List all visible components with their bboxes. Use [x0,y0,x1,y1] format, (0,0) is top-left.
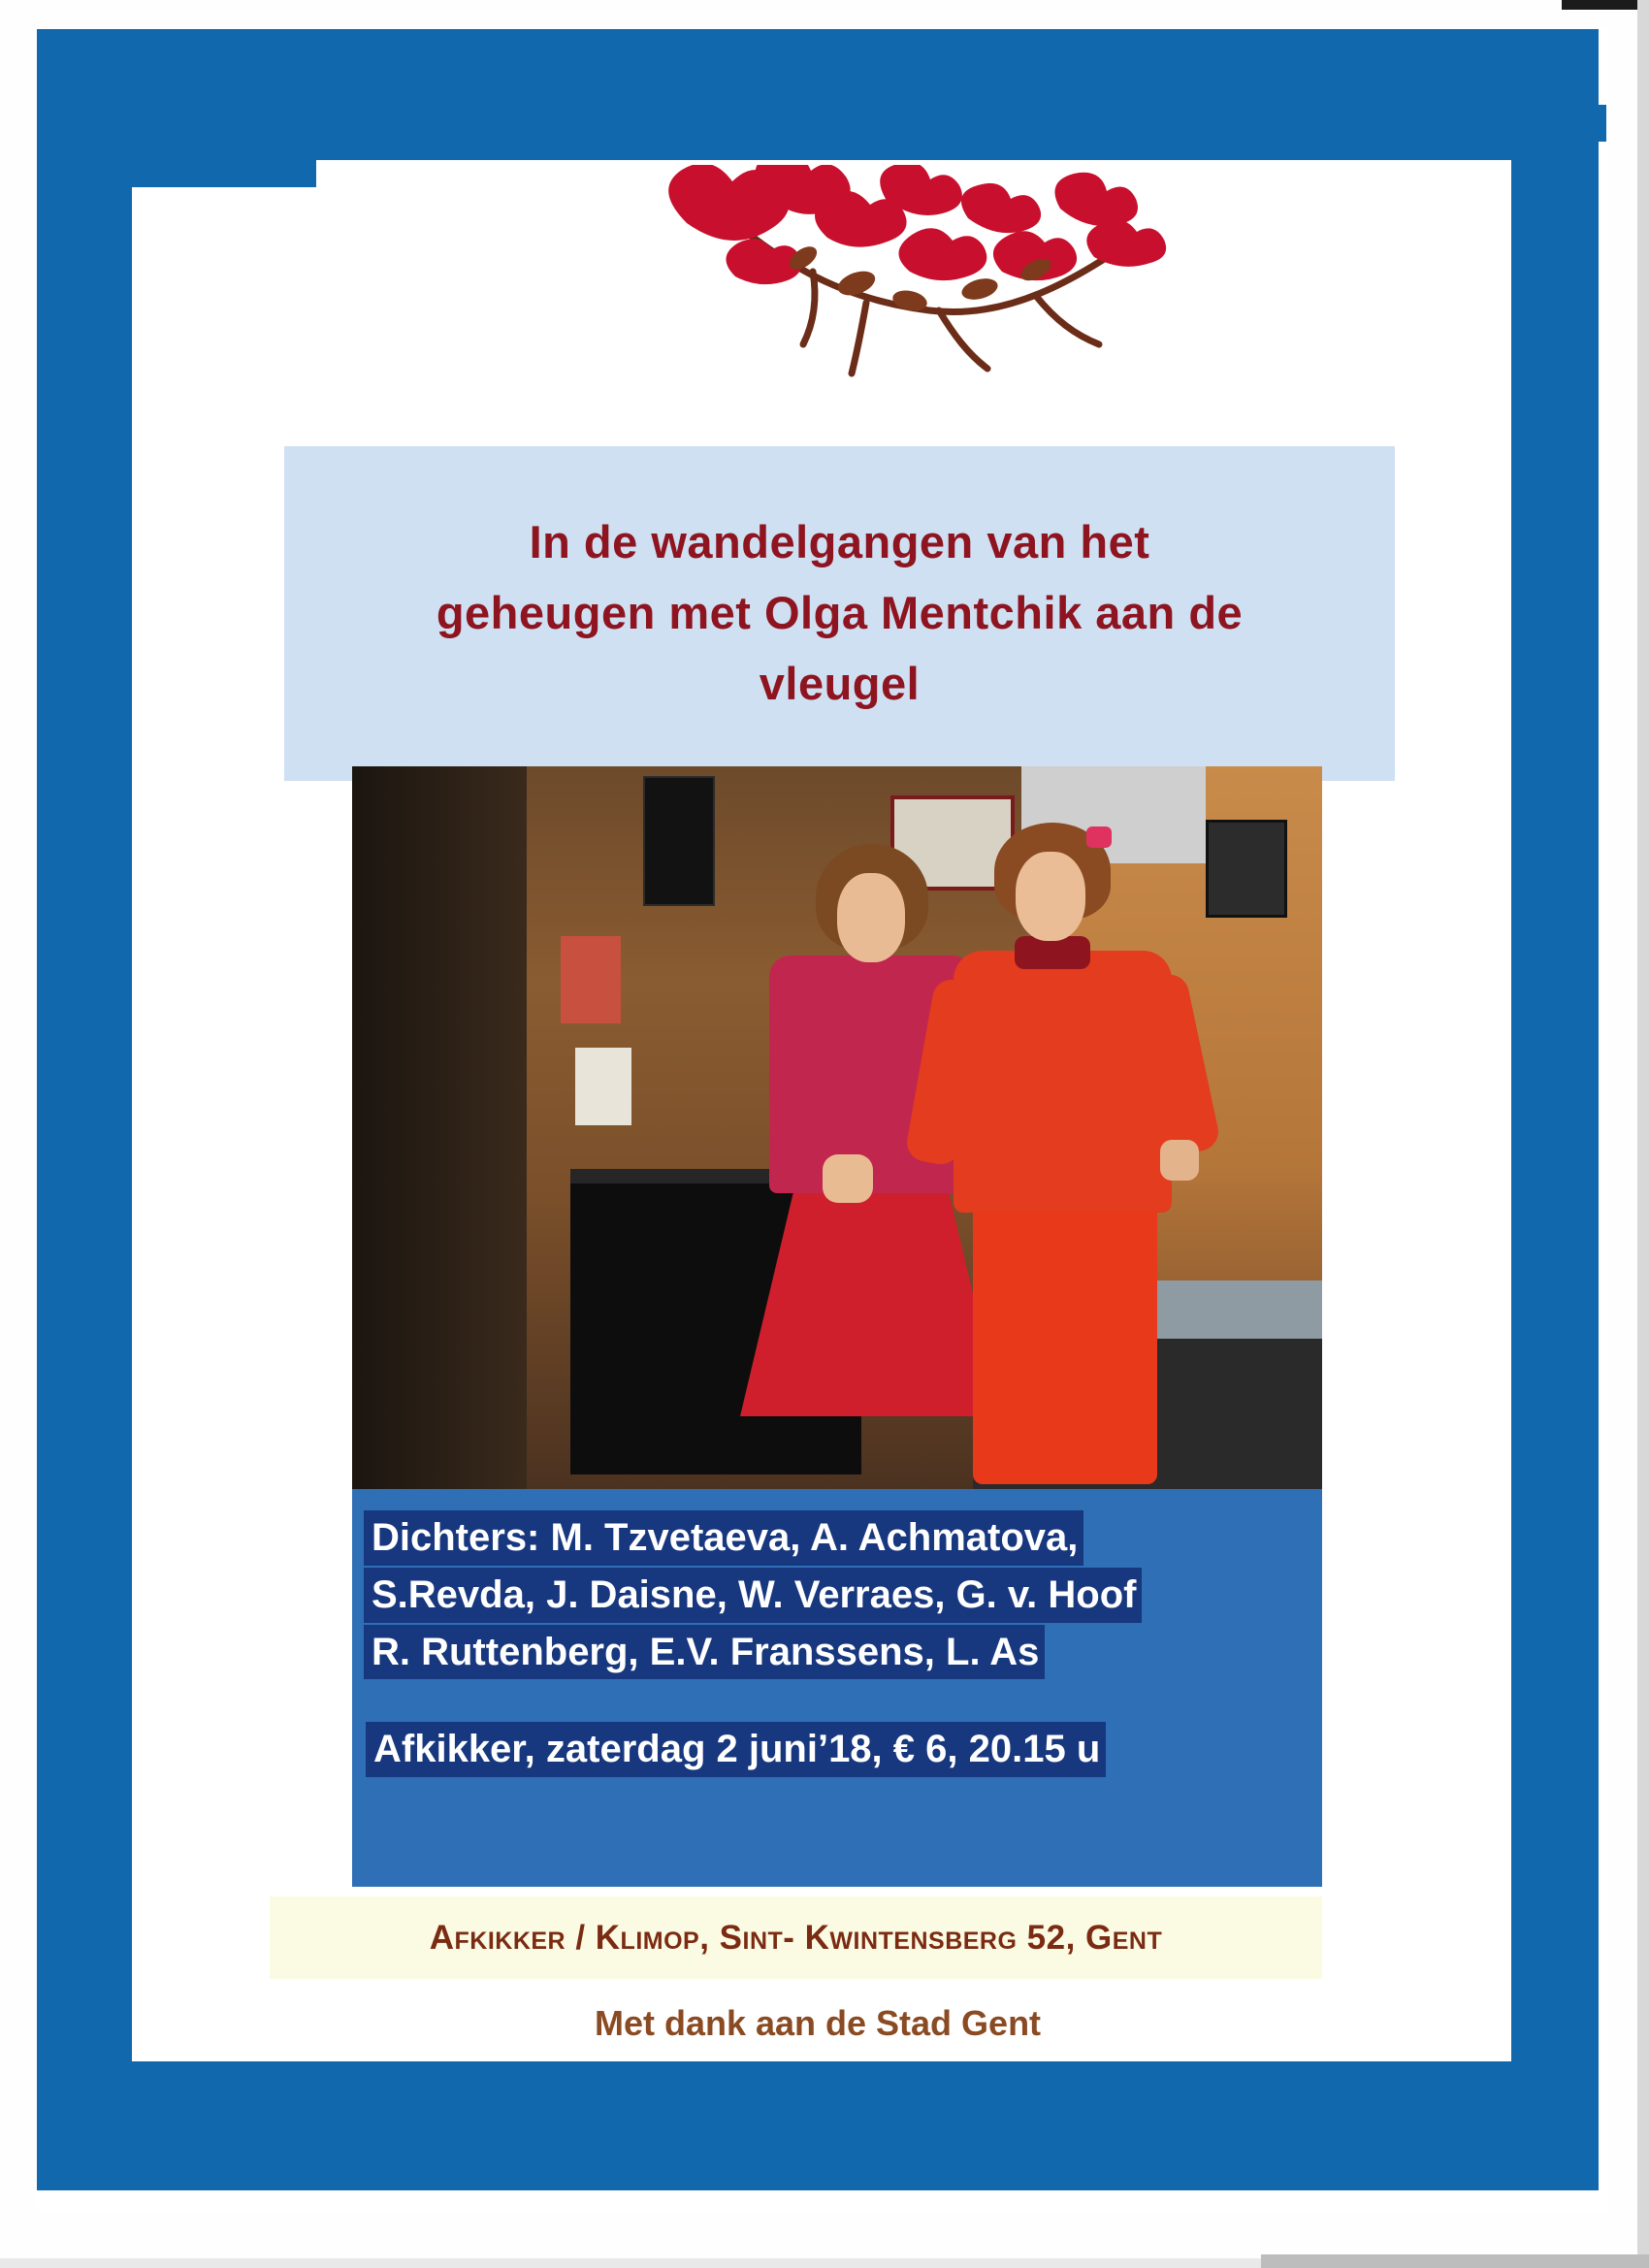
photo-white-poster [575,1048,631,1125]
poets-line-1: Dichters: M. Tzvetaeva, A. Achmatova, [364,1510,1083,1566]
scan-edge-right [1637,0,1649,2268]
scan-edge-bottom-dark [1261,2254,1649,2268]
venue-address: Afkikker / Klimop, Sint- Kwintensberg 52, Gent [429,1918,1163,1957]
thanks-line: Met dank aan de Stad Gent [594,2003,1042,2043]
event-photo [352,766,1322,1489]
poets-line-wrap-2 [364,1568,1310,1623]
poster [37,29,1608,2212]
photo-woman2-trousers [973,1193,1157,1484]
photo-red-poster [561,936,621,1023]
photo-woman1-face [837,873,905,962]
info-block [352,1489,1322,1887]
photo-woman2-necklace [1015,936,1090,969]
photo-woman1-hand [823,1154,873,1203]
bougainvillea-flower-illustration [619,165,1181,378]
poets-list [364,1510,1310,1681]
venue-address-bar [270,1896,1322,1979]
title-line-1: In de wandelgangen van het [529,516,1150,568]
poster-title-band [284,446,1395,781]
event-line: Afkikker, zaterdag 2 juni’18, € 6, 20.15 u [366,1722,1106,1777]
photo-wall-picture-2 [1206,820,1287,918]
photo-dark-left-wall [352,766,527,1489]
title-line-3: vleugel [759,657,921,709]
title-line-2: geheugen met Olga Mentchik aan de [436,587,1244,639]
blue-step-notch [132,160,316,187]
blue-corner-tab [1550,105,1606,142]
poets-line-3: R. Ruttenberg, E.V. Franssens, L. As [364,1625,1045,1680]
photo-woman2-hand [1160,1140,1199,1181]
photo-woman2-top [954,951,1172,1213]
scan-edge-top-right [1562,0,1649,10]
poets-line-2: S.Revda, J. Daisne, W. Verraes, G. v. Hoof [364,1568,1142,1623]
photo-woman2-face [1016,852,1085,941]
photo-woman2-hair-clip [1086,826,1112,848]
poets-line-wrap-3 [364,1625,1310,1680]
poets-line-wrap-1 [364,1510,1310,1566]
photo-speaker [643,776,715,906]
event-details [366,1722,1106,1777]
